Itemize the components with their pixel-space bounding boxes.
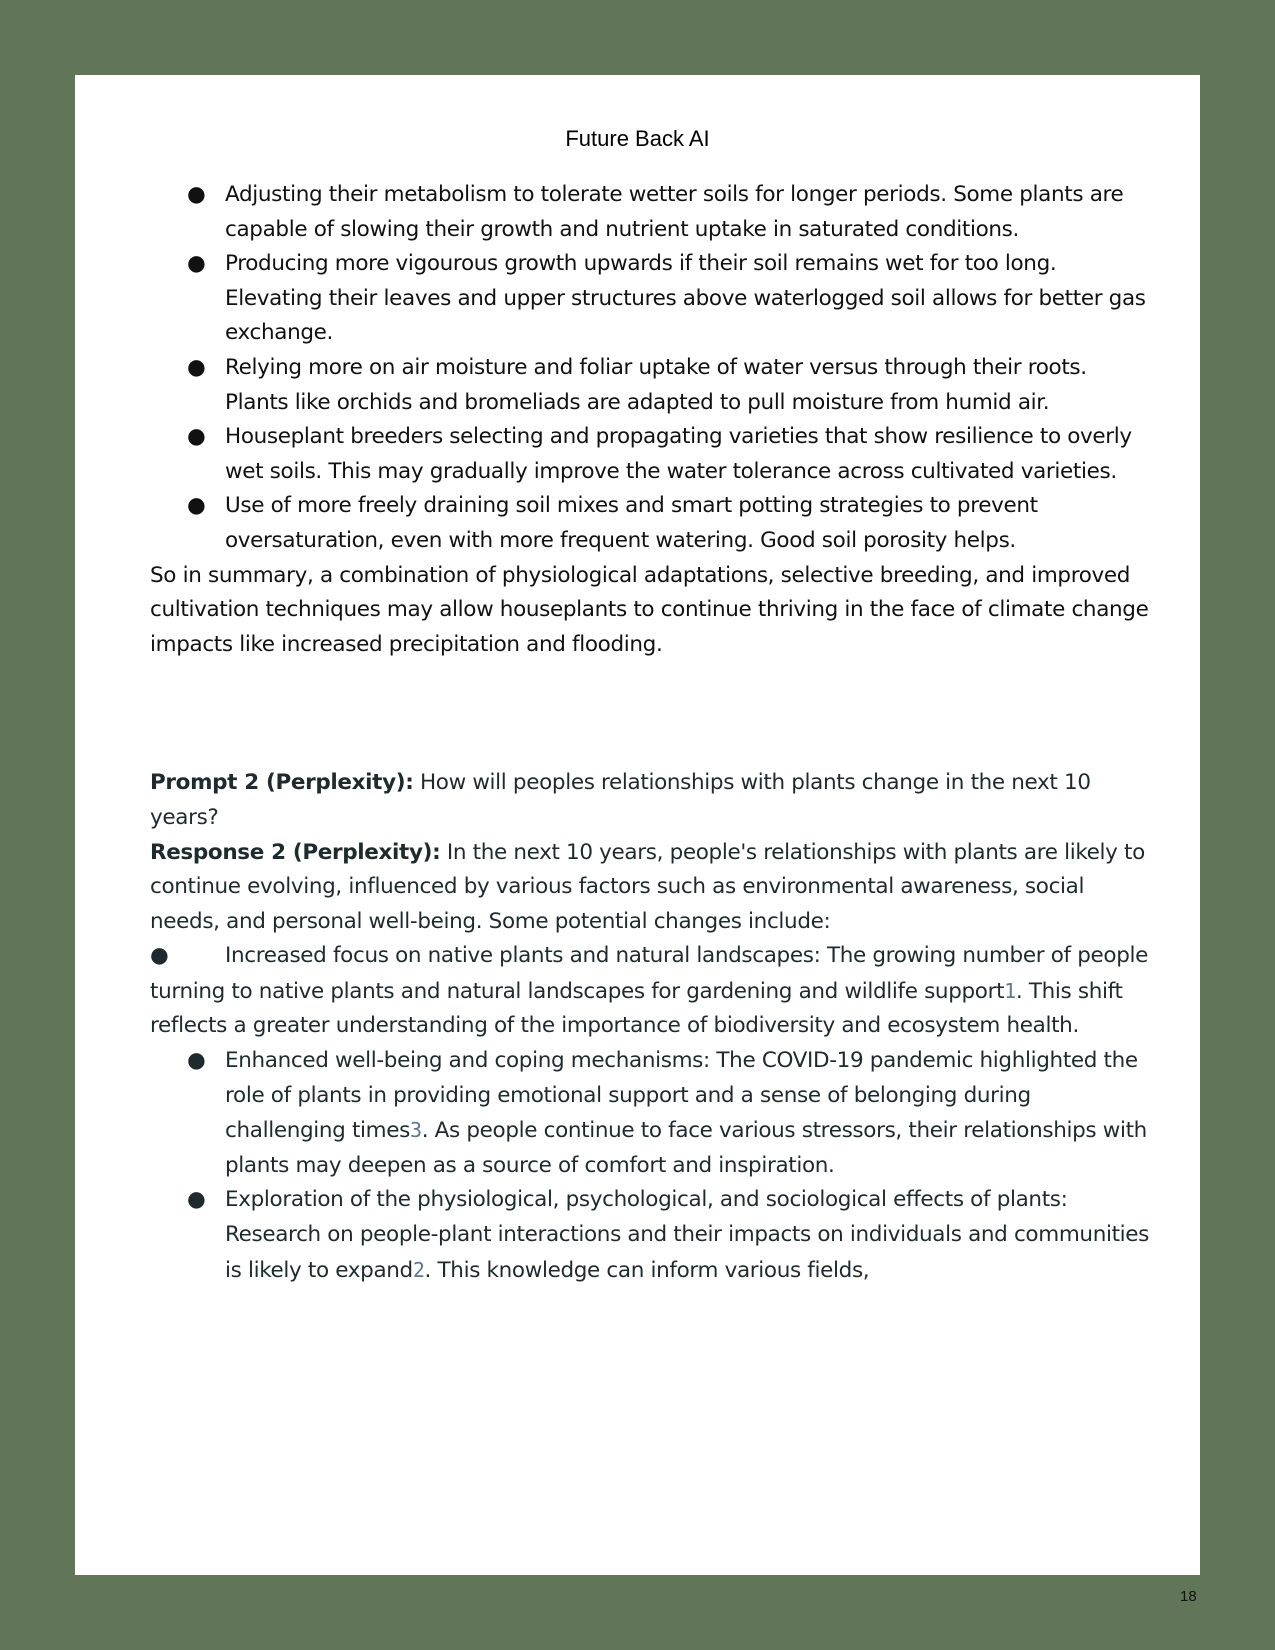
citation-ref[interactable]: 2 xyxy=(412,1257,425,1282)
list-item: ● Use of more freely draining soil mixes and smart potting strategies to prevent oversaturation, even with more frequent watering. Good soil porosity helps. xyxy=(150,489,1150,558)
page-header-title: Future Back AI xyxy=(565,126,710,151)
response-label: Response 2 (Perplexity): xyxy=(150,839,441,865)
list-item: ● Relying more on air moisture and foliar uptake of water versus through their roots. Plants like orchids and bromeliads are adapted to pull moisture from humid air. xyxy=(150,351,1150,420)
list-item: ● Producing more vigourous growth upwards if their soil remains wet for too long. Elevating their leaves and upper structures above waterlogged soil allows for better gas exchange. xyxy=(150,247,1150,351)
summary-paragraph: So in summary, a combination of physiological adaptations, selective breeding, and improved cultivation techniques may allow houseplants to continue thriving in the face of climate change impacts like increased precipitation and flooding. xyxy=(150,562,1149,657)
response-text: In the next 10 years, people's relationships with plants are likely to continue evolving, influenced by various factors such as environmental awareness, social needs, and personal well-being. Some potential changes include: xyxy=(150,839,1145,934)
bullet-icon: ● xyxy=(187,354,206,380)
bullet-icon: ● xyxy=(187,1187,206,1213)
bullet-icon: ● xyxy=(187,251,206,277)
document-page xyxy=(75,75,1200,1575)
page-number: 18 xyxy=(1180,1588,1197,1605)
page-content xyxy=(150,178,1150,1288)
prompt-text: How will peoples relationships with plants change in the next 10 years? xyxy=(150,770,1091,830)
list-item: ● Enhanced well-being and coping mechanisms: The COVID-19 pandemic highlighted the role of plants in providing emotional support and a sense of belonging during challenging times3. As people continue to face various stressors, their relationships with plants may deepen as a source of comfort and inspiration. xyxy=(150,1044,1150,1183)
bullet-icon: ● xyxy=(187,1048,206,1074)
list-item: ● Exploration of the physiological, psychological, and sociological effects of plants: Research on people-plant interactions and their impacts on individuals and communities is likely to expand2. This knowledge can inform various fields, xyxy=(150,1183,1150,1288)
prompt-paragraph xyxy=(150,766,1150,835)
citation-ref[interactable]: 3 xyxy=(409,1118,422,1143)
adaptation-bullet-list xyxy=(150,178,1150,559)
prompt-label: Prompt 2 (Perplexity): xyxy=(150,770,414,796)
relationship-bullet-list xyxy=(150,1044,1150,1288)
flat-bullet-paragraph: ● Increased focus on native plants and natural landscapes: The growing number of people turning to native plants and natural landscapes for gardening and wildlife support1. This shift reflects a greater understanding of the importance of biodiversity and ecosystem health. xyxy=(150,939,1150,1044)
section-gap xyxy=(150,662,1150,766)
bullet-icon: ● xyxy=(187,182,206,207)
response-paragraph xyxy=(150,836,1150,940)
bullet-icon: ● xyxy=(187,493,206,519)
list-item: ● Adjusting their metabolism to tolerate wetter soils for longer periods. Some plants are capable of slowing their growth and nutrient uptake in saturated conditions. xyxy=(150,178,1150,247)
bullet-icon: ● xyxy=(150,943,169,969)
bullet-icon: ● xyxy=(187,424,206,450)
list-item: ● Houseplant breeders selecting and propagating varieties that show resilience to overly wet soils. This may gradually improve the water tolerance across cultivated varieties. xyxy=(150,420,1150,489)
citation-ref[interactable]: 1 xyxy=(1004,978,1016,1003)
